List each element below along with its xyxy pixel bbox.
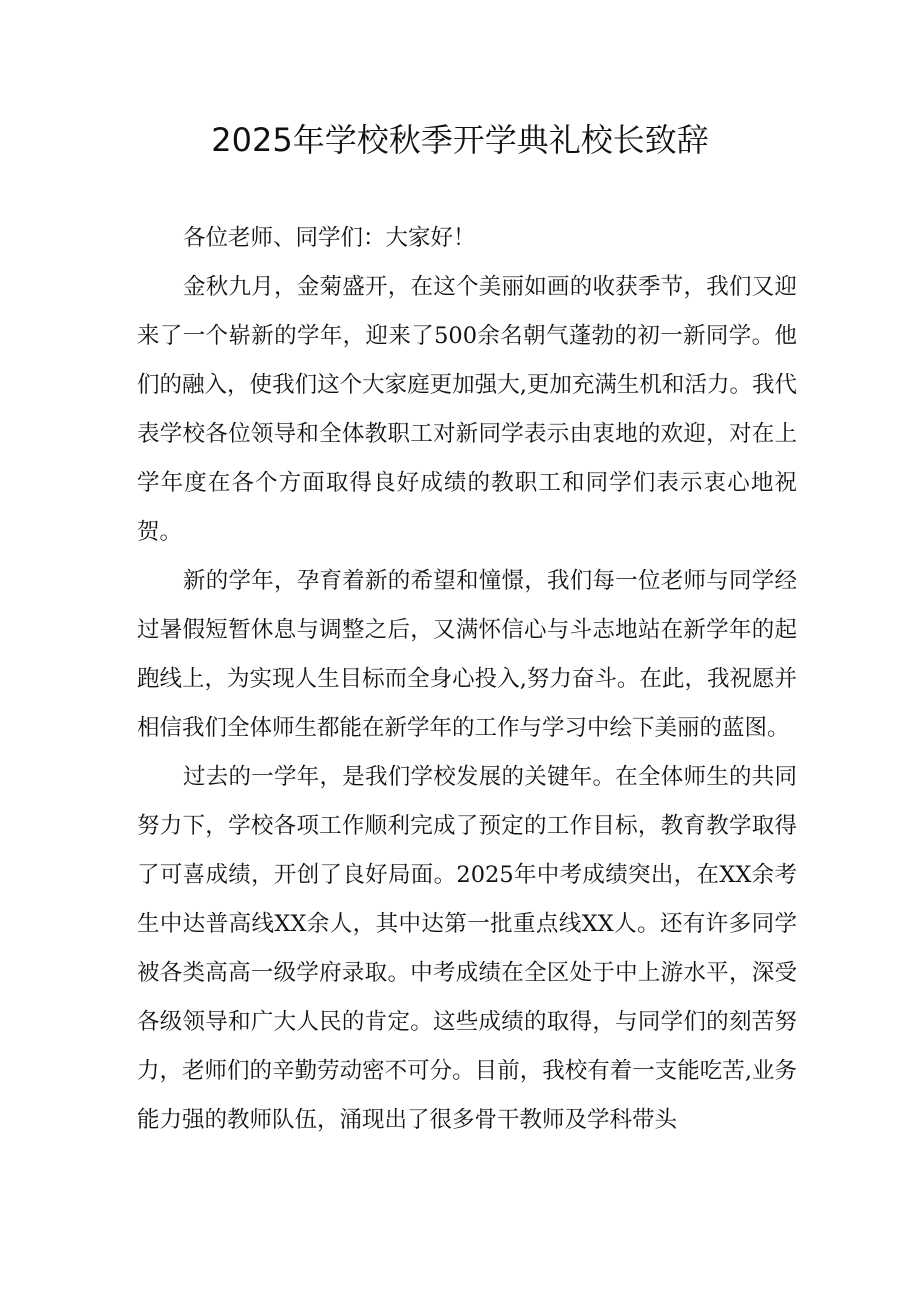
document-body — [137, 214, 797, 1145]
greeting-paragraph: 各位老师、同学们：大家好！ — [183, 225, 476, 251]
document-title: 2025年学校秋季开学典礼校长致辞 — [211, 121, 709, 159]
body-paragraph-3: 过去的一学年，是我们学校发展的关键年。在全体师生的共同努力下，学校各项工作顺利完成了预定的工作目标，教育教学取得了可喜成绩，开创了良好局面。2025年中考成绩突出，在XX余考生中达普高线XX余人，其中达第一批重点线XX人。还有许多同学被各类高高一级学府录取。中考成绩在全区处于中上游水平，深受各级领导和广大人民的肯定。这些成绩的取得，与同学们的刻苦努力，老师们的辛勤劳动密不可分。目前，我校有着一支能吃苦,业务能力强的教师队伍，涌现出了很多骨干教师及学科带头 — [137, 764, 797, 1133]
body-paragraph-2: 新的学年，孕育着新的希望和憧憬，我们每一位老师与同学经过暑假短暂休息与调整之后，又满怀信心与斗志地站在新学年的起跑线上，为实现人生目标而全身心投入,努力奋斗。在此，我祝愿并相信我们全体师生都能在新学年的工作与学习中绘下美丽的蓝图。 — [137, 568, 797, 741]
body-paragraph-1: 金秋九月，金菊盛开，在这个美丽如画的收获季节，我们又迎来了一个崭新的学年，迎来了500余名朝气蓬勃的初一新同学。他们的融入，使我们这个大家庭更加强大,更加充满生机和活力。我代表学校各位领导和全体教职工对新同学表示由衷地的欢迎，对在上学年度在各个方面取得良好成绩的教职工和同学们表示衷心地祝贺。 — [137, 274, 797, 545]
